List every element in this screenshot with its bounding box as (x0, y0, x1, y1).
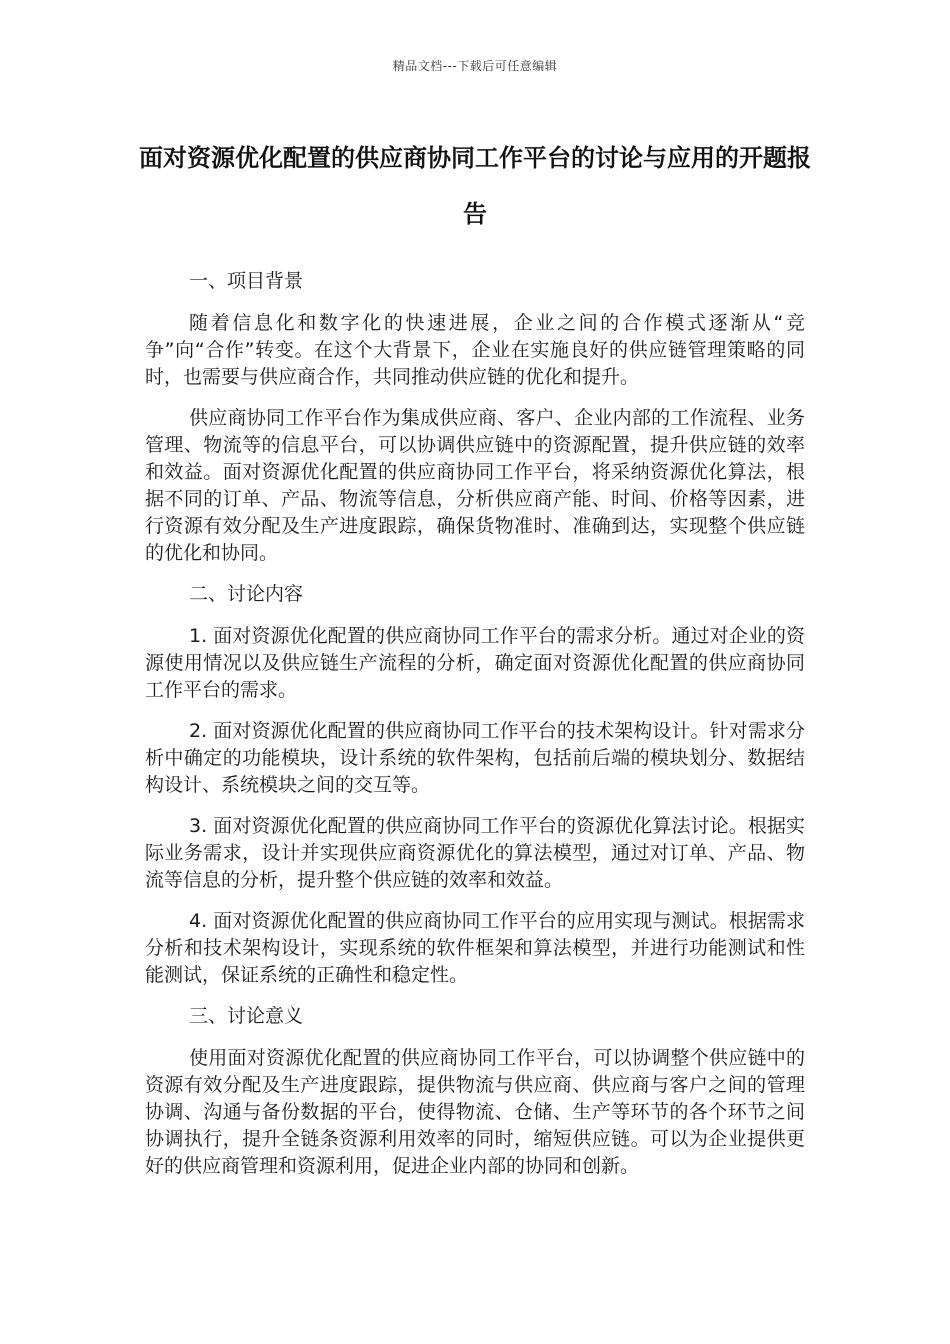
section-heading-content: 二、讨论内容 (189, 583, 304, 605)
document-body (145, 268, 805, 1194)
page-header-watermark: 精品文档---下载后可任意编辑 (392, 59, 558, 73)
paragraph-significance: 使用面对资源优化配置的供应商协同工作平台，可以协调整个供应链中的资源有效分配及生产进度跟踪，提供物流与供应商、供应商与客户之间的管理协调、沟通与备份数据的平台，使得物流、仓储、生产等环节的各个环节之间协调执行，提升全链条资源利用效率的同时，缩短供应链。可以为企业提供更好的供应商管理和资源利用，促进企业内部的协同和创新。 (145, 1047, 805, 1177)
section-heading-background: 一、项目背景 (189, 270, 304, 292)
list-item-architecture-design: 2. 面对资源优化配置的供应商协同工作平台的技术架构设计。针对需求分析中确定的功能模块，设计系统的软件架构，包括前后端的模块划分、数据结构设计、系统模块之间的交互等。 (145, 720, 805, 796)
document-title: 面对资源优化配置的供应商协同工作平台的讨论与应用的开题报告 (139, 144, 811, 228)
section-heading-significance: 三、讨论意义 (189, 1005, 304, 1027)
paragraph-background-1: 随着信息化和数字化的快速进展，企业之间的合作模式逐渐从“竞争”向“合作”转变。在这个大背景下，企业在实施良好的供应链管理策略的同时，也需要与供应商合作，共同推动供应链的优化和提升。 (145, 312, 805, 388)
list-item-requirement-analysis: 1. 面对资源优化配置的供应商协同工作平台的需求分析。通过对企业的资源使用情况以及供应链生产流程的分析，确定面对资源优化配置的供应商协同工作平台的需求。 (145, 625, 805, 701)
list-item-algorithm-study: 3. 面对资源优化配置的供应商协同工作平台的资源优化算法讨论。根据实际业务需求，设计并实现供应商资源优化的算法模型，通过对订单、产品、物流等信息的分析，提升整个供应链的效率和效益。 (145, 815, 805, 891)
paragraph-background-2: 供应商协同工作平台作为集成供应商、客户、企业内部的工作流程、业务管理、物流等的信息平台，可以协调供应链中的资源配置，提升供应链的效率和效益。面对资源优化配置的供应商协同工作平台，将采纳资源优化算法，根据不同的订单、产品、物流等信息，分析供应商产能、时间、价格等因素，进行资源有效分配及生产进度跟踪，确保货物准时、准确到达，实现整个供应链的优化和协同。 (145, 407, 805, 564)
list-item-implementation-testing: 4. 面对资源优化配置的供应商协同工作平台的应用实现与测试。根据需求分析和技术架构设计，实现系统的软件框架和算法模型，并进行功能测试和性能测试，保证系统的正确性和稳定性。 (145, 910, 805, 986)
